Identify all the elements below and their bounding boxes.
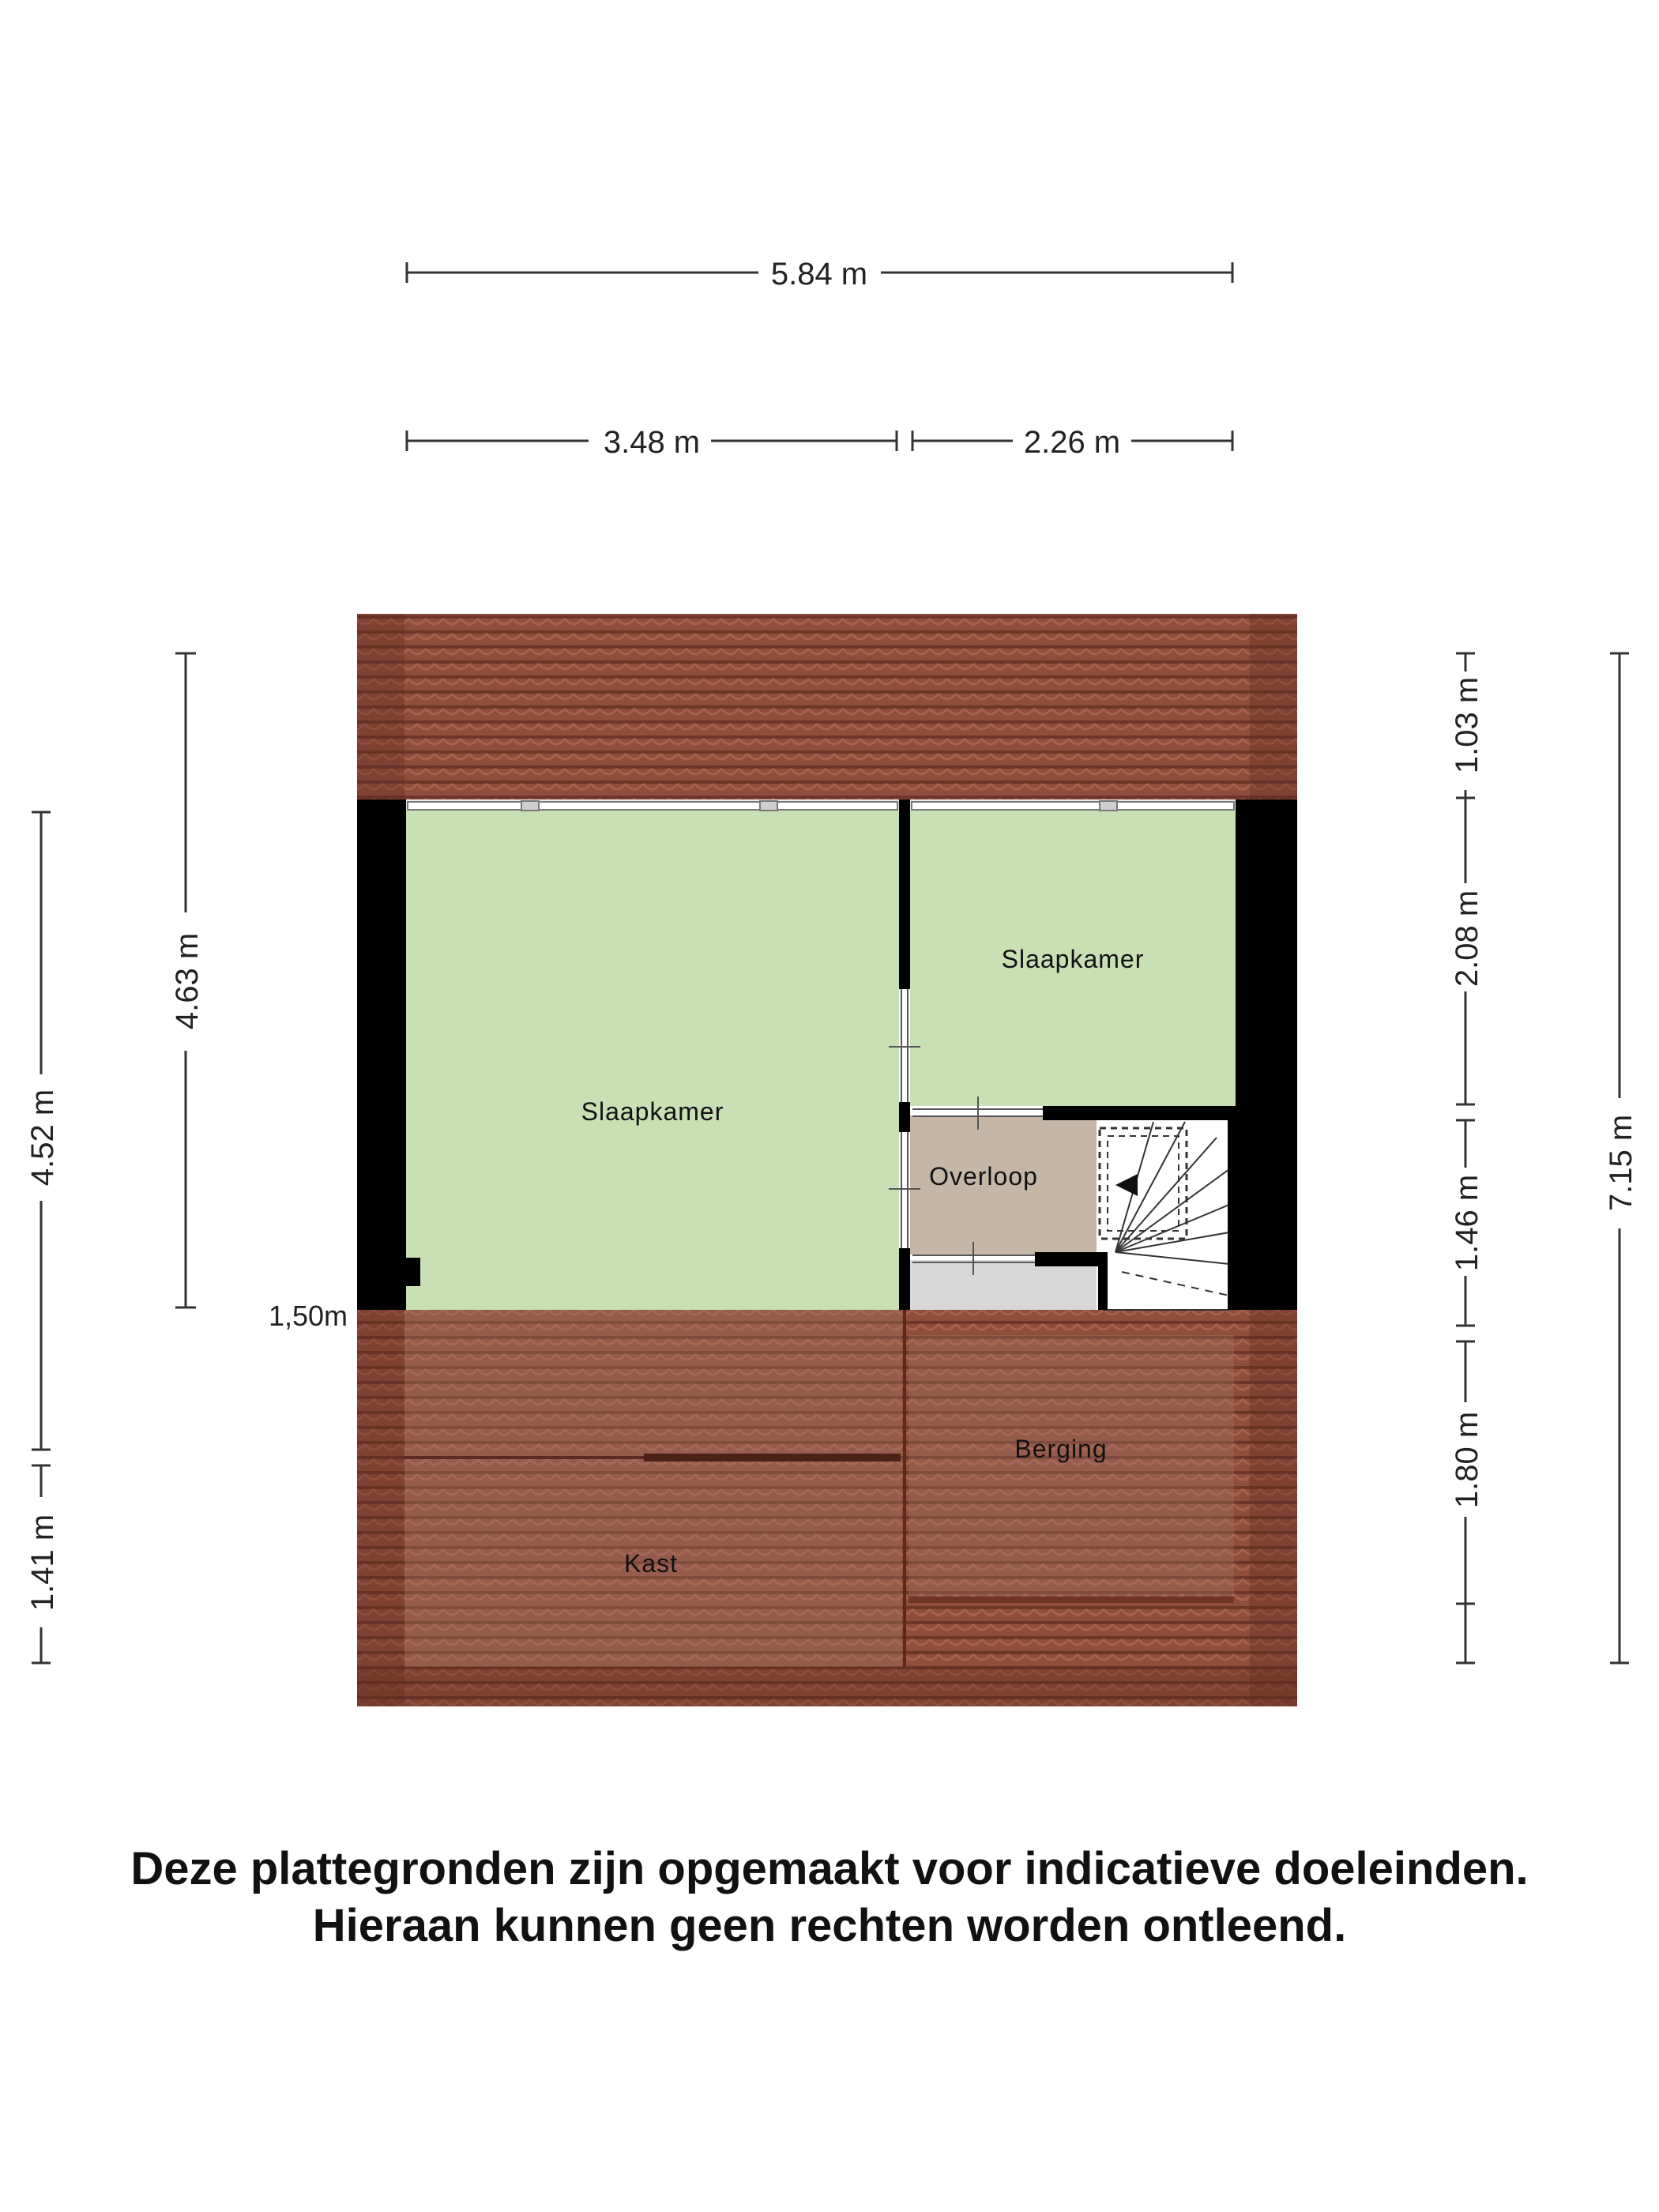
roof-bottom-shade-base xyxy=(357,1667,1297,1706)
roof-top-shade-left xyxy=(357,614,404,803)
dimension-right-seg2-label: 2.08 m xyxy=(1450,890,1484,988)
dimension-left-outer-upper-label: 4.52 m xyxy=(25,1089,60,1187)
stairs xyxy=(1100,1120,1229,1310)
disclaimer-line-2: Hieraan kunnen geen rechten worden ontleend. xyxy=(312,1900,1347,1951)
room-label-storage: Berging xyxy=(1014,1435,1108,1463)
dimension-right-seg1-label: 1.03 m xyxy=(1450,676,1484,774)
dimension-right-seg4-label: 1.80 m xyxy=(1450,1411,1484,1509)
room-label-closet: Kast xyxy=(623,1549,679,1578)
window-frames xyxy=(408,801,1234,811)
room-label-landing: Overloop xyxy=(929,1162,1038,1191)
roof-top xyxy=(357,614,1297,803)
dimension-top-total-label: 5.84 m xyxy=(770,257,868,292)
bedroom-large-floor xyxy=(406,811,899,1310)
roof-bottom-shade-right xyxy=(1250,1310,1297,1706)
disclaimer-line-1: Deze plattegronden zijn opgemaakt voor indicatieve doeleinden. xyxy=(130,1843,1529,1894)
dimension-top-right-label: 2.26 m xyxy=(1023,425,1121,460)
room-label-bedroom-small: Slaapkamer xyxy=(1001,945,1145,973)
dimension-right-seg3-label: 1.46 m xyxy=(1450,1174,1484,1272)
dimension-right-segments xyxy=(1456,653,1475,1663)
roof-bottom-shade-left xyxy=(357,1310,404,1706)
roof-top-shade-right xyxy=(1250,614,1297,803)
disclaimer xyxy=(0,1841,1659,1954)
height-mark-label: 1,50m xyxy=(268,1300,348,1332)
storage-area xyxy=(908,1335,1234,1596)
dimension-right-total-label: 7.15 m xyxy=(1604,1114,1638,1212)
hall-floor xyxy=(910,1260,1097,1310)
dimension-top-left-label: 3.48 m xyxy=(603,425,701,460)
closet-area xyxy=(404,1310,902,1667)
room-label-bedroom-large: Slaapkamer xyxy=(581,1097,724,1126)
dimension-left-outer-lower-label: 1.41 m xyxy=(25,1514,60,1612)
dimension-left-inner-label: 4.63 m xyxy=(170,932,205,1030)
